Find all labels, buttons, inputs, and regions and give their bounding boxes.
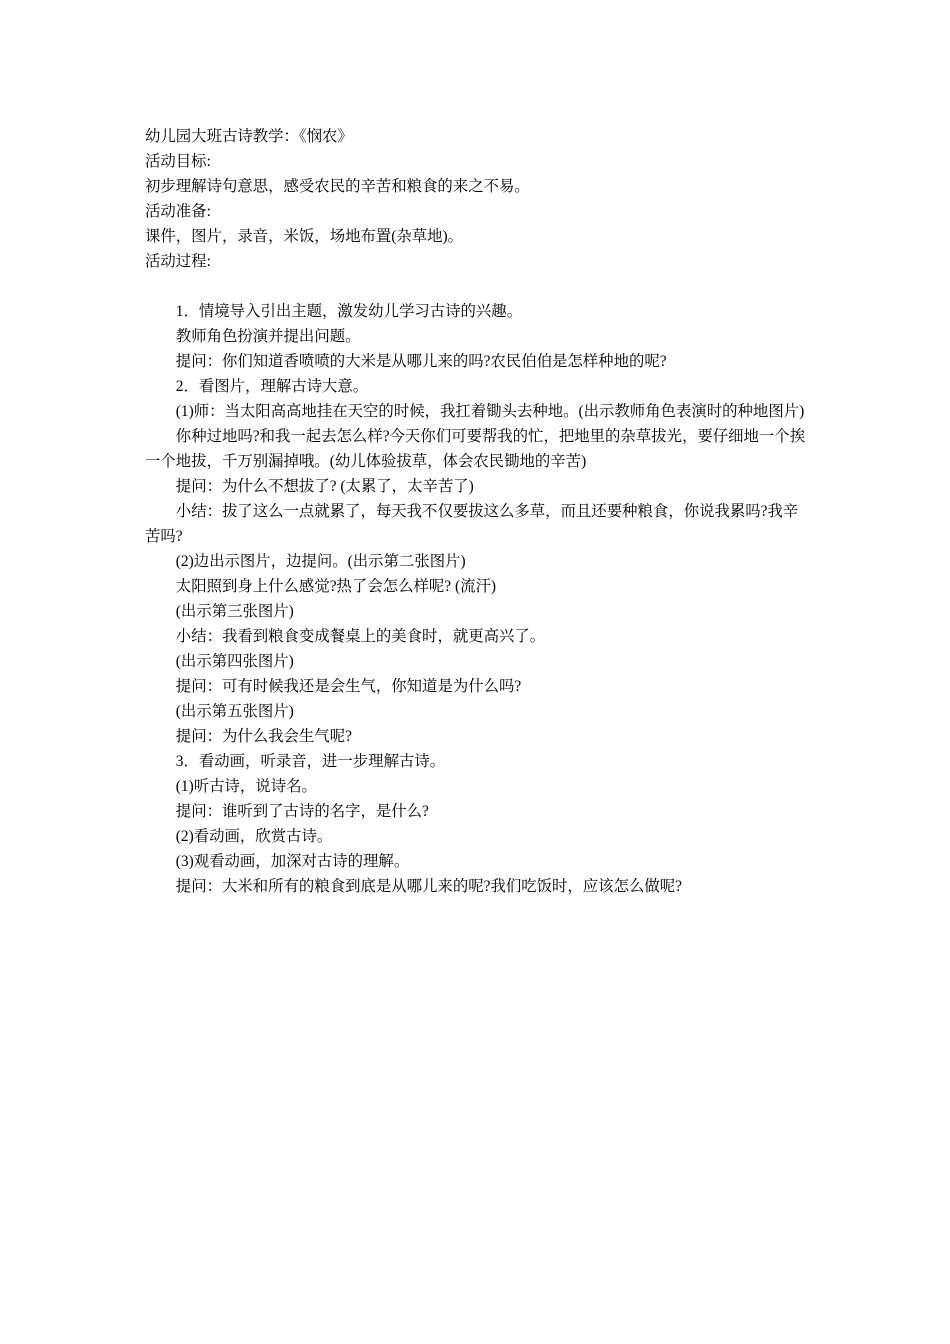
paragraph: (出示第四张图片) [175,653,294,670]
spacer [145,274,810,299]
paragraph: 2．看图片，理解古诗大意。 [175,378,369,395]
prep-heading: 活动准备: [145,203,211,220]
paragraph: 小结：我看到粮食变成餐桌上的美食时，就更高兴了。 [175,628,546,645]
document-title: 幼儿园大班古诗教学：《悯农》 [145,128,353,145]
paragraph: (1)师：当太阳高高地挂在天空的时候，我扛着锄头去种地。(出示教师角色表演时的种地图片) [175,403,805,420]
paragraph: 提问：你们知道香喷喷的大米是从哪儿来的吗?农民伯伯是怎样种地的呢? [175,353,667,370]
paragraph: 教师角色扮演并提出问题。 [175,328,361,345]
prep-text: 课件，图片，录音，米饭，场地布置(杂草地)。 [145,228,464,245]
paragraph: (1)听古诗，说诗名。 [175,778,317,795]
paragraph: 太阳照到身上什么感觉?热了会怎么样呢? (流汗) [175,578,496,595]
paragraph: 提问：大米和所有的粮食到底是从哪儿来的呢?我们吃饭时，应该怎么做呢? [175,878,682,895]
paragraph: 1．情境导入引出主题，激发幼儿学习古诗的兴趣。 [175,303,523,320]
process-heading: 活动过程: [145,253,211,270]
paragraph: (出示第五张图片) [175,703,294,720]
paragraph: (出示第三张图片) [175,603,294,620]
paragraph: (2)边出示图片，边提问。(出示第二张图片) [175,553,466,570]
document-body [145,124,810,899]
paragraph: 3．看动画，听录音，进一步理解古诗。 [175,753,446,770]
paragraph: 小结：拔了这么一点就累了，每天我不仅要拔这么多草，而且还要种粮食，你说我累吗?我辛苦吗? [145,503,799,545]
paragraph: 你种过地吗?和我一起去怎么样?今天你们可要帮我的忙，把地里的杂草拔光，要仔细地一个挨一个地拔，千万别漏掉哦。(幼儿体验拔草，体会农民锄地的辛苦) [145,428,806,470]
paragraph: 提问：可有时候我还是会生气，你知道是为什么吗? [175,678,522,695]
paragraph: 提问：谁听到了古诗的名字，是什么? [175,803,429,820]
paragraph: (3)观看动画，加深对古诗的理解。 [175,853,410,870]
paragraph: 提问：为什么不想拔了? (太累了，太辛苦了) [175,478,474,495]
paragraph: 提问：为什么我会生气呢? [175,728,352,745]
goal-text: 初步理解诗句意思，感受农民的辛苦和粮食的来之不易。 [145,178,530,195]
goal-heading: 活动目标: [145,153,211,170]
paragraph: (2)看动画，欣赏古诗。 [175,828,333,845]
